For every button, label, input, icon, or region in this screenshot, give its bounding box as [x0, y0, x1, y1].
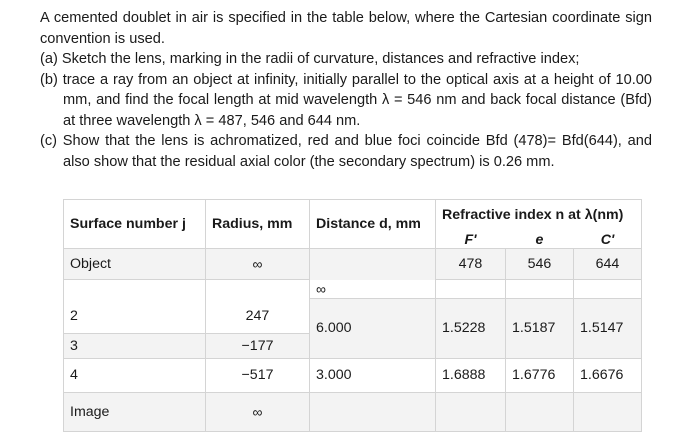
object-distance: ∞ [310, 280, 436, 299]
blank-cell [574, 393, 642, 432]
blank-cell [436, 280, 506, 299]
image-label: Image [64, 393, 206, 432]
image-radius: ∞ [206, 393, 310, 432]
surface-3-radius: −177 [206, 333, 310, 358]
surface-4-radius: −517 [206, 358, 310, 393]
blank-cell [310, 393, 436, 432]
blank-cell [436, 393, 506, 432]
problem-statement [40, 8, 652, 172]
gap-2-distance: 3.000 [310, 358, 436, 393]
object-label: Object [64, 249, 206, 280]
wavelength-c: 644 [574, 249, 642, 280]
surface-3-label: 3 [64, 333, 206, 358]
table-row-object-distance [64, 280, 642, 299]
table-row-image [64, 393, 642, 432]
problem-part-a: (a) Sketch the lens, marking in the radii of curvature, distances and refractive index; [40, 51, 580, 67]
header-radius: Radius, mm [206, 200, 310, 249]
gap-1-index-c: 1.5147 [574, 299, 642, 359]
header-line-e: e [506, 231, 574, 249]
header-surface: Surface number j [64, 200, 206, 249]
header-line-c: C' [574, 231, 642, 249]
table-header-row [64, 200, 642, 231]
surface-4-label: 4 [64, 358, 206, 393]
wavelength-f: 478 [436, 249, 506, 280]
gap-2-index-f: 1.6888 [436, 358, 506, 393]
problem-part-c: (c) Show that the lens is achromatized, red and blue foci coincide Bfd (478)= Bfd(644), and also show that the residual axial color (the secondary spectrum) is 0.26 mm. [40, 133, 652, 170]
problem-part-b: (b) trace a ray from an object at infinity, initially parallel to the optical axis at a height of 10.00 mm, and find the focal length at mid wavelength λ = 546 nm and back focal distance (Bfd) at three wavelength λ = 487, 546 and 644 nm. [40, 71, 652, 129]
blank-cell [506, 393, 574, 432]
surface-2-radius: 247 [206, 299, 310, 334]
header-index: Refractive index n at λ(nm) [436, 200, 642, 231]
lens-data-table [63, 199, 642, 432]
header-line-f: F' [436, 231, 506, 249]
problem-intro: A cemented doublet in air is specified in the table below, where the Cartesian coordinate sign convention is used. [40, 10, 652, 47]
object-radius: ∞ [206, 249, 310, 280]
gap-1-index-e: 1.5187 [506, 299, 574, 359]
gap-1-distance: 6.000 [310, 299, 436, 359]
wavelength-e: 546 [506, 249, 574, 280]
gap-2-index-e: 1.6776 [506, 358, 574, 393]
object-distance-blank [310, 249, 436, 280]
table-row-object [64, 249, 642, 280]
blank-cell [506, 280, 574, 299]
blank-cell [206, 280, 310, 299]
gap-1-index-f: 1.5228 [436, 299, 506, 359]
gap-2-index-c: 1.6676 [574, 358, 642, 393]
surface-2-label: 2 [64, 299, 206, 334]
blank-cell [64, 280, 206, 299]
header-distance: Distance d, mm [310, 200, 436, 249]
blank-cell [574, 280, 642, 299]
